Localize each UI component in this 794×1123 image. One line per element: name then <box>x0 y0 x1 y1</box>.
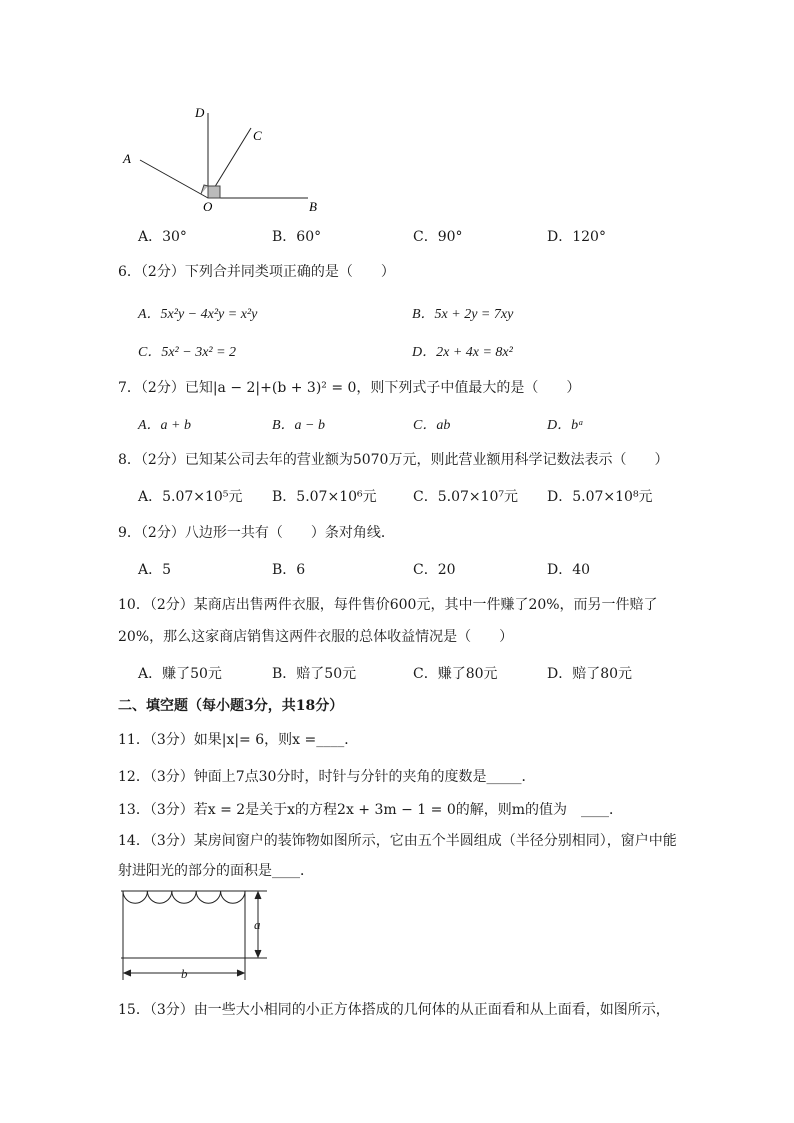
right-angle-mark <box>208 186 220 198</box>
semicircle-4 <box>196 891 220 903</box>
q7-option-a: A．a + b <box>138 418 191 433</box>
q5-option-b: B．60° <box>272 229 322 245</box>
ray-oa <box>140 160 208 198</box>
q7-option-c: C．ab <box>413 418 451 433</box>
q14-line2: 射进阳光的部分的面积是____． <box>118 863 314 879</box>
semicircle-5 <box>221 891 245 903</box>
q7-option-b: B．a − b <box>272 418 325 433</box>
angle-figure <box>115 100 335 215</box>
q7-option-d: D．bᵃ <box>547 418 584 433</box>
q14-line1: 14．（3分）某房间窗户的装饰物如图所示，它由五个半圆组成（半径分别相同），窗户中能 <box>118 833 677 849</box>
semicircle-2 <box>147 891 171 903</box>
label-b: B <box>309 199 317 214</box>
q10-option-b: B．赔了50元 <box>272 666 357 682</box>
q6-option-c: C．5x² − 3x² = 2 <box>138 345 237 360</box>
label-d: D <box>195 105 205 120</box>
q10-option-a: A．赚了50元 <box>138 666 222 682</box>
window-figure <box>115 885 275 985</box>
q6-stem: 6．（2分）下列合并同类项正确的是（ ） <box>118 264 395 280</box>
q6-option-b: B．5x + 2y = 7xy <box>412 307 514 322</box>
semicircle-3 <box>172 891 196 903</box>
label-a-dimension: a <box>254 917 261 932</box>
q10-stem-line2: 20%，那么这家商店销售这两件衣服的总体收益情况是（ ） <box>118 629 514 645</box>
semicircle-1 <box>123 891 147 903</box>
q5-option-d: D．120° <box>547 229 606 245</box>
q8-option-a: A．5.07×10⁵元 <box>138 489 243 505</box>
q10-option-c: C．赚了80元 <box>413 666 498 682</box>
section-2-heading: 二、填空题（每小题3分，共18分） <box>118 698 344 714</box>
q10-option-d: D．赔了80元 <box>547 666 633 682</box>
q8-stem: 8．（2分）已知某公司去年的营业额为5070万元，则此营业额用科学记数法表示（ ） <box>118 452 669 468</box>
q6-option-d: D．2x + 4x = 8x² <box>412 345 513 360</box>
q8-option-c: C．5.07×10⁷元 <box>413 489 519 505</box>
q9-option-d: D．40 <box>547 562 591 578</box>
q5-option-c: C．90° <box>413 229 463 245</box>
q9-option-c: C．20 <box>413 562 456 578</box>
q5-option-a: A．30° <box>138 229 187 245</box>
q9-option-b: B．6 <box>272 562 306 578</box>
q9-stem: 9．（2分）八边形一共有（ ）条对角线． <box>118 525 395 541</box>
q11: 11．（3分）如果|x|= 6，则x =____． <box>118 732 359 748</box>
q15: 15．（3分）由一些大小相同的小正方体搭成的几何体的从正面看和从上面看，如图所示， <box>118 1002 670 1018</box>
q9-option-a: A．5 <box>138 562 172 578</box>
q6-option-a: A．5x²y − 4x²y = x²y <box>138 307 258 322</box>
q8-option-b: B．5.07×10⁶元 <box>272 489 377 505</box>
label-c: C <box>253 128 262 143</box>
q12: 12．（3分）钟面上7点30分时，时针与分针的夹角的度数是_____． <box>118 769 536 785</box>
q13: 13．（3分）若x = 2是关于x的方程2x + 3m − 1 = 0的解，则m的值为 ____． <box>118 802 624 818</box>
q10-stem-line1: 10．（2分）某商店出售两件衣服，每件售价600元，其中一件赚了20%，而另一件赔了 <box>118 597 658 613</box>
q8-option-d: D．5.07×10⁸元 <box>547 489 653 505</box>
q7-stem: 7．（2分）已知|a − 2|+(b + 3)² = 0，则下列式子中值最大的是（ ） <box>118 380 581 396</box>
label-b-dimension: b <box>181 966 188 981</box>
label-o: O <box>203 199 213 214</box>
label-a: A <box>123 151 131 166</box>
